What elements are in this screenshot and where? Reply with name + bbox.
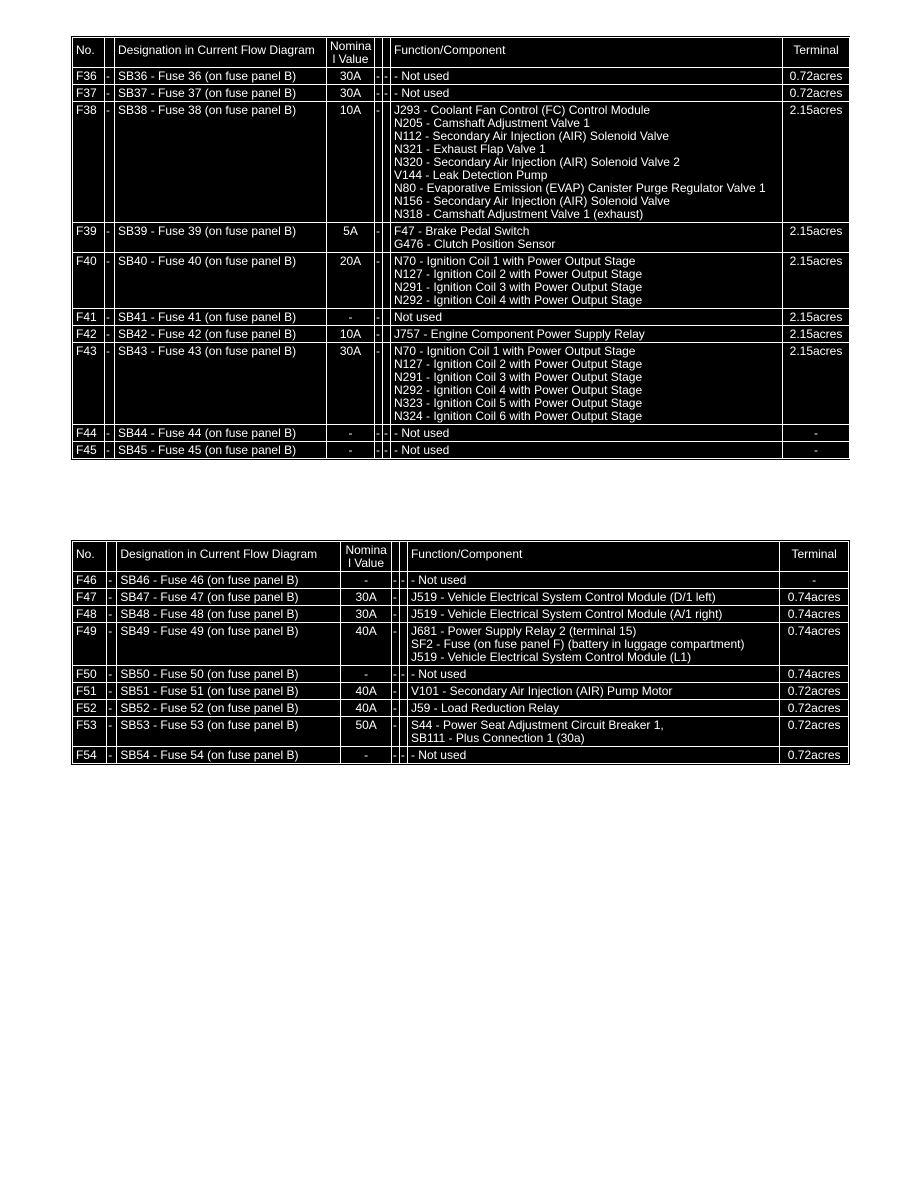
- function-line: N291 - Ignition Coil 3 with Power Output Stage: [394, 370, 643, 384]
- function-line: V144 - Leak Detection Pump: [394, 168, 548, 182]
- row-separator: -: [107, 606, 117, 623]
- row-separator: -: [375, 102, 383, 223]
- row-nominal-value: 30A: [327, 85, 375, 102]
- function-line: N156 - Secondary Air Injection (AIR) Solenoid Valve: [394, 194, 670, 208]
- function-line: G476 - Clutch Position Sensor: [394, 237, 556, 251]
- row-designation: SB36 - Fuse 36 (on fuse panel B): [115, 68, 327, 85]
- table-row: [73, 666, 849, 683]
- row-nominal-value: -: [327, 309, 375, 326]
- row-separator: -: [107, 717, 117, 747]
- row-separator: [399, 717, 407, 747]
- row-nominal-value: 40A: [341, 623, 391, 666]
- function-line: J293 - Coolant Fan Control (FC) Control Module: [394, 103, 651, 117]
- row-separator: [383, 253, 391, 309]
- row-nominal-value: -: [327, 425, 375, 442]
- row-function: [407, 700, 779, 717]
- row-separator: [383, 309, 391, 326]
- table-row: [73, 343, 850, 425]
- row-separator: -: [375, 85, 383, 102]
- header-sep: [107, 542, 117, 572]
- row-nominal-value: -: [341, 572, 391, 589]
- row-separator: -: [391, 683, 399, 700]
- row-separator: -: [399, 666, 407, 683]
- table-row: [73, 747, 849, 764]
- function-line: - Not used: [394, 69, 450, 83]
- row-designation: SB39 - Fuse 39 (on fuse panel B): [115, 223, 327, 253]
- header-designation: Designation in Current Flow Diagram: [115, 38, 327, 68]
- row-separator: -: [391, 747, 399, 764]
- row-separator: -: [107, 572, 117, 589]
- row-number: F52: [73, 700, 107, 717]
- row-separator: -: [105, 68, 115, 85]
- row-separator: -: [105, 326, 115, 343]
- row-function: [407, 606, 779, 623]
- row-designation: SB53 - Fuse 53 (on fuse panel B): [117, 717, 341, 747]
- function-line: N205 - Camshaft Adjustment Valve 1: [394, 116, 590, 130]
- row-function: [391, 253, 783, 309]
- row-separator: -: [375, 309, 383, 326]
- function-line: J519 - Vehicle Electrical System Control Module (A/1 right): [410, 607, 723, 621]
- table-row: [73, 253, 850, 309]
- row-separator: -: [391, 717, 399, 747]
- table-row: [73, 442, 850, 459]
- row-function: [391, 223, 783, 253]
- row-function: [391, 326, 783, 343]
- row-terminal: 0.72acres: [780, 700, 849, 717]
- function-line: J757 - Engine Component Power Supply Relay: [394, 327, 645, 341]
- table-row: [73, 623, 849, 666]
- row-designation: SB38 - Fuse 38 (on fuse panel B): [115, 102, 327, 223]
- row-terminal: 0.72acres: [780, 747, 849, 764]
- row-nominal-value: -: [341, 747, 391, 764]
- row-terminal: 0.74acres: [780, 666, 849, 683]
- row-terminal: 0.72acres: [780, 683, 849, 700]
- function-line: - Not used: [410, 573, 467, 587]
- function-line: - Not used: [410, 748, 467, 762]
- row-nominal-value: 30A: [341, 606, 391, 623]
- row-separator: -: [105, 253, 115, 309]
- row-designation: SB47 - Fuse 47 (on fuse panel B): [117, 589, 341, 606]
- row-terminal: -: [783, 425, 850, 442]
- table-row: [73, 700, 849, 717]
- row-nominal-value: 40A: [341, 700, 391, 717]
- table-row: [73, 102, 850, 223]
- row-separator: -: [107, 683, 117, 700]
- row-separator: -: [383, 85, 391, 102]
- row-number: F54: [73, 747, 107, 764]
- function-line: N70 - Ignition Coil 1 with Power Output Stage: [394, 254, 636, 268]
- row-function: [391, 425, 783, 442]
- row-separator: [399, 623, 407, 666]
- row-function: [407, 747, 779, 764]
- row-nominal-value: 30A: [327, 68, 375, 85]
- header-nominal: Nomina l Value: [341, 542, 391, 572]
- row-nominal-value: 30A: [341, 589, 391, 606]
- function-line: N112 - Secondary Air Injection (AIR) Solenoid Valve: [394, 129, 670, 143]
- function-line: N291 - Ignition Coil 3 with Power Output Stage: [394, 280, 643, 294]
- function-line: N80 - Evaporative Emission (EVAP) Canister Purge Regulator Valve 1: [394, 181, 766, 195]
- row-nominal-value: 30A: [327, 343, 375, 425]
- row-number: F36: [73, 68, 105, 85]
- fuse-table-grid-1: [72, 37, 850, 459]
- row-separator: [399, 589, 407, 606]
- row-nominal-value: -: [327, 442, 375, 459]
- row-number: F37: [73, 85, 105, 102]
- table-row: [73, 589, 849, 606]
- row-terminal: 0.72acres: [780, 717, 849, 747]
- header-sep: [105, 38, 115, 68]
- function-line: J59 - Load Reduction Relay: [410, 701, 560, 715]
- header-sep: [375, 38, 383, 68]
- row-separator: -: [383, 442, 391, 459]
- function-line: F47 - Brake Pedal Switch: [394, 224, 530, 238]
- table-row: [73, 68, 850, 85]
- row-number: F40: [73, 253, 105, 309]
- row-number: F48: [73, 606, 107, 623]
- header-terminal: Terminal: [783, 38, 850, 68]
- row-terminal: 2.15acres: [783, 309, 850, 326]
- function-line: - Not used: [410, 667, 467, 681]
- row-number: F51: [73, 683, 107, 700]
- row-terminal: 2.15acres: [783, 253, 850, 309]
- row-designation: SB41 - Fuse 41 (on fuse panel B): [115, 309, 327, 326]
- row-separator: -: [399, 572, 407, 589]
- row-separator: -: [105, 309, 115, 326]
- row-function: [407, 717, 779, 747]
- row-number: F50: [73, 666, 107, 683]
- row-number: F49: [73, 623, 107, 666]
- row-separator: -: [105, 442, 115, 459]
- table-header-row: [73, 38, 850, 68]
- row-function: [407, 666, 779, 683]
- row-separator: -: [391, 666, 399, 683]
- header-function: Function/Component: [407, 542, 779, 572]
- row-nominal-value: 10A: [327, 102, 375, 223]
- header-nominal: Nomina l Value: [327, 38, 375, 68]
- header-sep: [399, 542, 407, 572]
- function-line: J681 - Power Supply Relay 2 (terminal 15): [410, 624, 637, 638]
- header-sep: [391, 542, 399, 572]
- row-separator: -: [375, 343, 383, 425]
- row-separator: -: [375, 223, 383, 253]
- row-number: F45: [73, 442, 105, 459]
- table-row: [73, 717, 849, 747]
- function-line: N292 - Ignition Coil 4 with Power Output Stage: [394, 293, 643, 307]
- table-row: [73, 223, 850, 253]
- row-terminal: 0.74acres: [780, 606, 849, 623]
- row-terminal: 0.74acres: [780, 623, 849, 666]
- function-line: V101 - Secondary Air Injection (AIR) Pump Motor: [410, 684, 673, 698]
- row-terminal: 0.72acres: [783, 85, 850, 102]
- row-function: [407, 683, 779, 700]
- row-designation: SB48 - Fuse 48 (on fuse panel B): [117, 606, 341, 623]
- fuse-table-grid-2: [72, 541, 849, 764]
- row-separator: [383, 223, 391, 253]
- row-nominal-value: 5A: [327, 223, 375, 253]
- row-separator: -: [375, 253, 383, 309]
- row-function: [407, 572, 779, 589]
- row-separator: -: [391, 623, 399, 666]
- function-line: - Not used: [394, 443, 450, 457]
- function-line: N321 - Exhaust Flap Valve 1: [394, 142, 546, 156]
- row-designation: SB52 - Fuse 52 (on fuse panel B): [117, 700, 341, 717]
- row-terminal: 2.15acres: [783, 326, 850, 343]
- function-line: N320 - Secondary Air Injection (AIR) Solenoid Valve 2: [394, 155, 680, 169]
- row-separator: -: [107, 623, 117, 666]
- row-number: F41: [73, 309, 105, 326]
- row-separator: -: [105, 102, 115, 223]
- function-line: N292 - Ignition Coil 4 with Power Output Stage: [394, 383, 643, 397]
- row-function: [391, 442, 783, 459]
- row-separator: -: [391, 606, 399, 623]
- row-separator: [383, 326, 391, 343]
- row-function: [391, 85, 783, 102]
- row-designation: SB42 - Fuse 42 (on fuse panel B): [115, 326, 327, 343]
- table-row: [73, 309, 850, 326]
- row-designation: SB45 - Fuse 45 (on fuse panel B): [115, 442, 327, 459]
- row-nominal-value: -: [341, 666, 391, 683]
- function-line: Not used: [394, 310, 443, 324]
- row-separator: -: [107, 589, 117, 606]
- table-row: [73, 683, 849, 700]
- header-function: Function/Component: [391, 38, 783, 68]
- header-sep: [383, 38, 391, 68]
- row-designation: SB51 - Fuse 51 (on fuse panel B): [117, 683, 341, 700]
- row-separator: -: [391, 589, 399, 606]
- row-separator: -: [383, 425, 391, 442]
- row-designation: SB43 - Fuse 43 (on fuse panel B): [115, 343, 327, 425]
- row-separator: -: [375, 326, 383, 343]
- row-separator: [399, 700, 407, 717]
- row-separator: -: [391, 700, 399, 717]
- function-line: N127 - Ignition Coil 2 with Power Output Stage: [394, 267, 643, 281]
- row-function: [391, 343, 783, 425]
- row-terminal: 2.15acres: [783, 343, 850, 425]
- row-terminal: 0.74acres: [780, 589, 849, 606]
- header-designation: Designation in Current Flow Diagram: [117, 542, 341, 572]
- row-designation: SB50 - Fuse 50 (on fuse panel B): [117, 666, 341, 683]
- row-separator: -: [105, 425, 115, 442]
- row-terminal: 0.72acres: [783, 68, 850, 85]
- row-designation: SB40 - Fuse 40 (on fuse panel B): [115, 253, 327, 309]
- row-separator: -: [105, 85, 115, 102]
- row-number: F42: [73, 326, 105, 343]
- function-line: N324 - Ignition Coil 6 with Power Output Stage: [394, 409, 643, 423]
- row-separator: -: [107, 700, 117, 717]
- row-nominal-value: 40A: [341, 683, 391, 700]
- row-separator: [383, 102, 391, 223]
- row-designation: SB37 - Fuse 37 (on fuse panel B): [115, 85, 327, 102]
- row-function: [407, 623, 779, 666]
- table-row: [73, 572, 849, 589]
- row-function: [391, 102, 783, 223]
- function-line: - Not used: [394, 86, 450, 100]
- table-row: [73, 606, 849, 623]
- function-line: J519 - Vehicle Electrical System Control Module (L1): [410, 650, 692, 664]
- function-line: - Not used: [394, 426, 450, 440]
- row-separator: -: [105, 343, 115, 425]
- row-number: F39: [73, 223, 105, 253]
- row-number: F46: [73, 572, 107, 589]
- row-nominal-value: 10A: [327, 326, 375, 343]
- row-terminal: 2.15acres: [783, 223, 850, 253]
- row-number: F43: [73, 343, 105, 425]
- row-number: F44: [73, 425, 105, 442]
- row-function: [407, 589, 779, 606]
- table-row: [73, 85, 850, 102]
- row-designation: SB49 - Fuse 49 (on fuse panel B): [117, 623, 341, 666]
- fuse-table-2: [71, 540, 850, 765]
- row-function: [391, 68, 783, 85]
- function-line: J519 - Vehicle Electrical System Control Module (D/1 left): [410, 590, 716, 604]
- row-number: F38: [73, 102, 105, 223]
- header-no: No.: [73, 38, 105, 68]
- row-designation: SB46 - Fuse 46 (on fuse panel B): [117, 572, 341, 589]
- row-terminal: 2.15acres: [783, 102, 850, 223]
- row-number: F47: [73, 589, 107, 606]
- function-line: N323 - Ignition Coil 5 with Power Output Stage: [394, 396, 643, 410]
- row-terminal: -: [783, 442, 850, 459]
- table-row: [73, 425, 850, 442]
- row-separator: [399, 683, 407, 700]
- row-separator: -: [375, 68, 383, 85]
- table-row: [73, 326, 850, 343]
- table-header-row: [73, 542, 849, 572]
- row-separator: -: [107, 747, 117, 764]
- row-nominal-value: 20A: [327, 253, 375, 309]
- row-separator: [383, 343, 391, 425]
- row-designation: SB54 - Fuse 54 (on fuse panel B): [117, 747, 341, 764]
- row-separator: -: [383, 68, 391, 85]
- fuse-table-1: [71, 36, 850, 460]
- row-function: [391, 309, 783, 326]
- row-nominal-value: 50A: [341, 717, 391, 747]
- function-line: N127 - Ignition Coil 2 with Power Output Stage: [394, 357, 643, 371]
- row-separator: -: [399, 747, 407, 764]
- row-separator: -: [375, 425, 383, 442]
- row-separator: -: [107, 666, 117, 683]
- row-number: F53: [73, 717, 107, 747]
- function-line: N318 - Camshaft Adjustment Valve 1 (exhaust): [394, 207, 644, 221]
- function-line: S44 - Power Seat Adjustment Circuit Breaker 1,: [410, 718, 664, 732]
- function-line: N70 - Ignition Coil 1 with Power Output Stage: [394, 344, 636, 358]
- row-terminal: -: [780, 572, 849, 589]
- row-separator: -: [105, 223, 115, 253]
- row-designation: SB44 - Fuse 44 (on fuse panel B): [115, 425, 327, 442]
- function-line: SB111 - Plus Connection 1 (30a): [410, 731, 585, 745]
- function-line: SF2 - Fuse (on fuse panel F) (battery in luggage compartment): [410, 637, 745, 651]
- row-separator: [399, 606, 407, 623]
- row-separator: -: [391, 572, 399, 589]
- header-terminal: Terminal: [780, 542, 849, 572]
- header-no: No.: [73, 542, 107, 572]
- row-separator: -: [375, 442, 383, 459]
